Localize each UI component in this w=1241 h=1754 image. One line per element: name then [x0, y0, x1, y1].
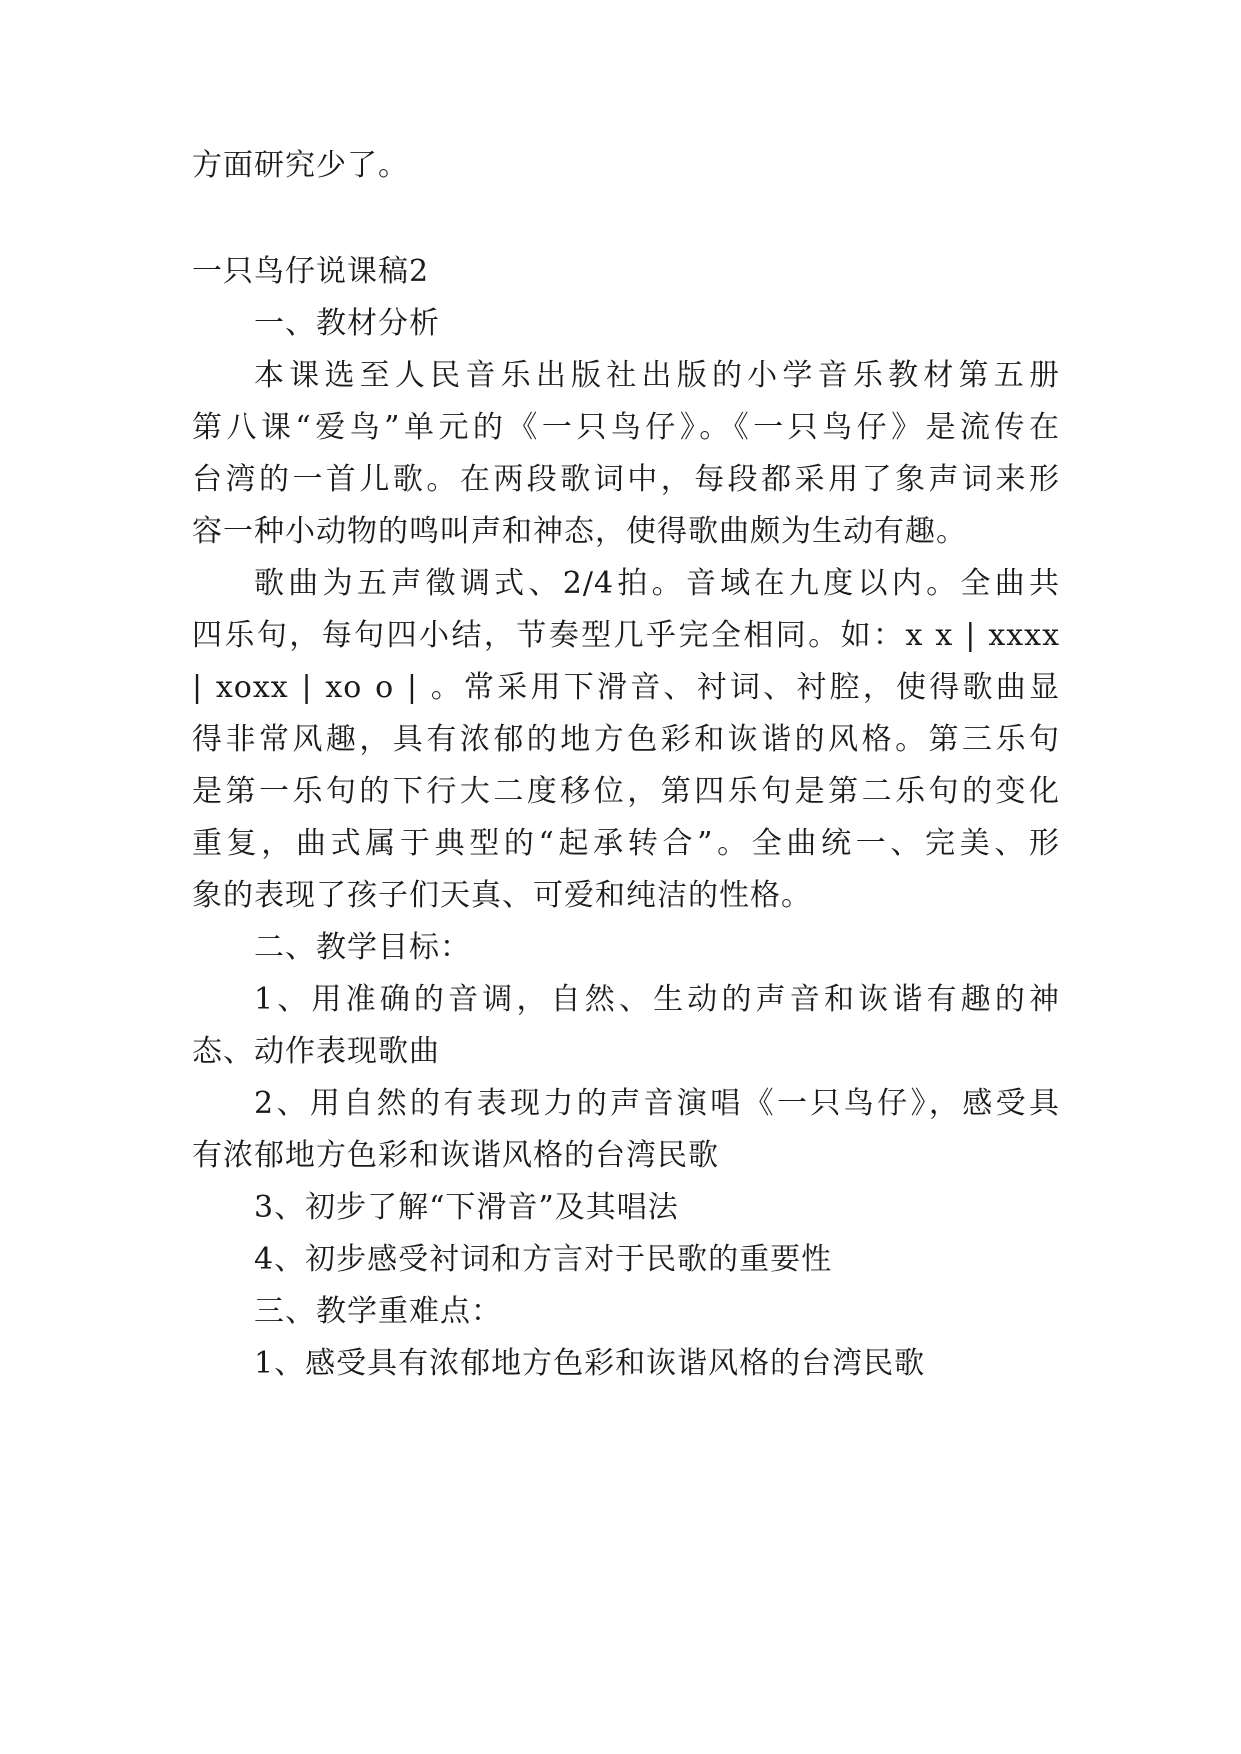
list-item: 1、用准确的音调，自然、生动的声音和诙谐有趣的神 — [254, 982, 1060, 1017]
list-item: 3、初步了解“下滑音”及其唱法 — [254, 1190, 679, 1225]
text-line: 象的表现了孩子们天真、可爱和纯洁的性格。 — [192, 878, 812, 913]
list-item: 4、初步感受衬词和方言对于民歌的重要性 — [254, 1242, 833, 1277]
list-item: 1、感受具有浓郁地方色彩和诙谐风格的台湾民歌 — [254, 1346, 926, 1381]
heading-textbook-analysis: 一、教材分析 — [254, 306, 440, 341]
text-line: | xoxx | xo o | 。常采用下滑音、衬词、衬腔，使得歌曲显 — [192, 670, 1060, 705]
text-line: 重复，曲式属于典型的“起承转合”。全曲统一、完美、形 — [192, 826, 1060, 861]
text-line: 容一种小动物的鸣叫声和神态，使得歌曲颇为生动有趣。 — [192, 514, 967, 549]
text-line: 有浓郁地方色彩和诙谐风格的台湾民歌 — [192, 1138, 719, 1173]
text-line: 态、动作表现歌曲 — [192, 1034, 440, 1069]
list-item: 2、用自然的有表现力的声音演唱《一只鸟仔》，感受具 — [254, 1086, 1060, 1121]
heading-key-points: 三、教学重难点： — [254, 1294, 502, 1329]
text-line: 得非常风趣，具有浓郁的地方色彩和诙谐的风格。第三乐句 — [192, 722, 1060, 757]
text-line: 歌曲为五声徵调式、2/4拍。音域在九度以内。全曲共 — [254, 566, 1060, 601]
text-line: 本课选至人民音乐出版社出版的小学音乐教材第五册 — [254, 358, 1060, 393]
heading-teaching-goals: 二、教学目标： — [254, 930, 471, 965]
text-line: 第八课“爱鸟”单元的《一只鸟仔》。《一只鸟仔》是流传在 — [192, 410, 1060, 445]
text-line: 方面研究少了。 — [192, 148, 409, 183]
text-line: 台湾的一首儿歌。在两段歌词中，每段都采用了象声词来形 — [192, 462, 1060, 497]
text-line: 四乐句，每句四小结，节奏型几乎完全相同。如：x x | xxxx — [192, 618, 1060, 653]
section-title: 一只鸟仔说课稿2 — [192, 254, 430, 289]
text-line: 是第一乐句的下行大二度移位，第四乐句是第二乐句的变化 — [192, 774, 1060, 809]
